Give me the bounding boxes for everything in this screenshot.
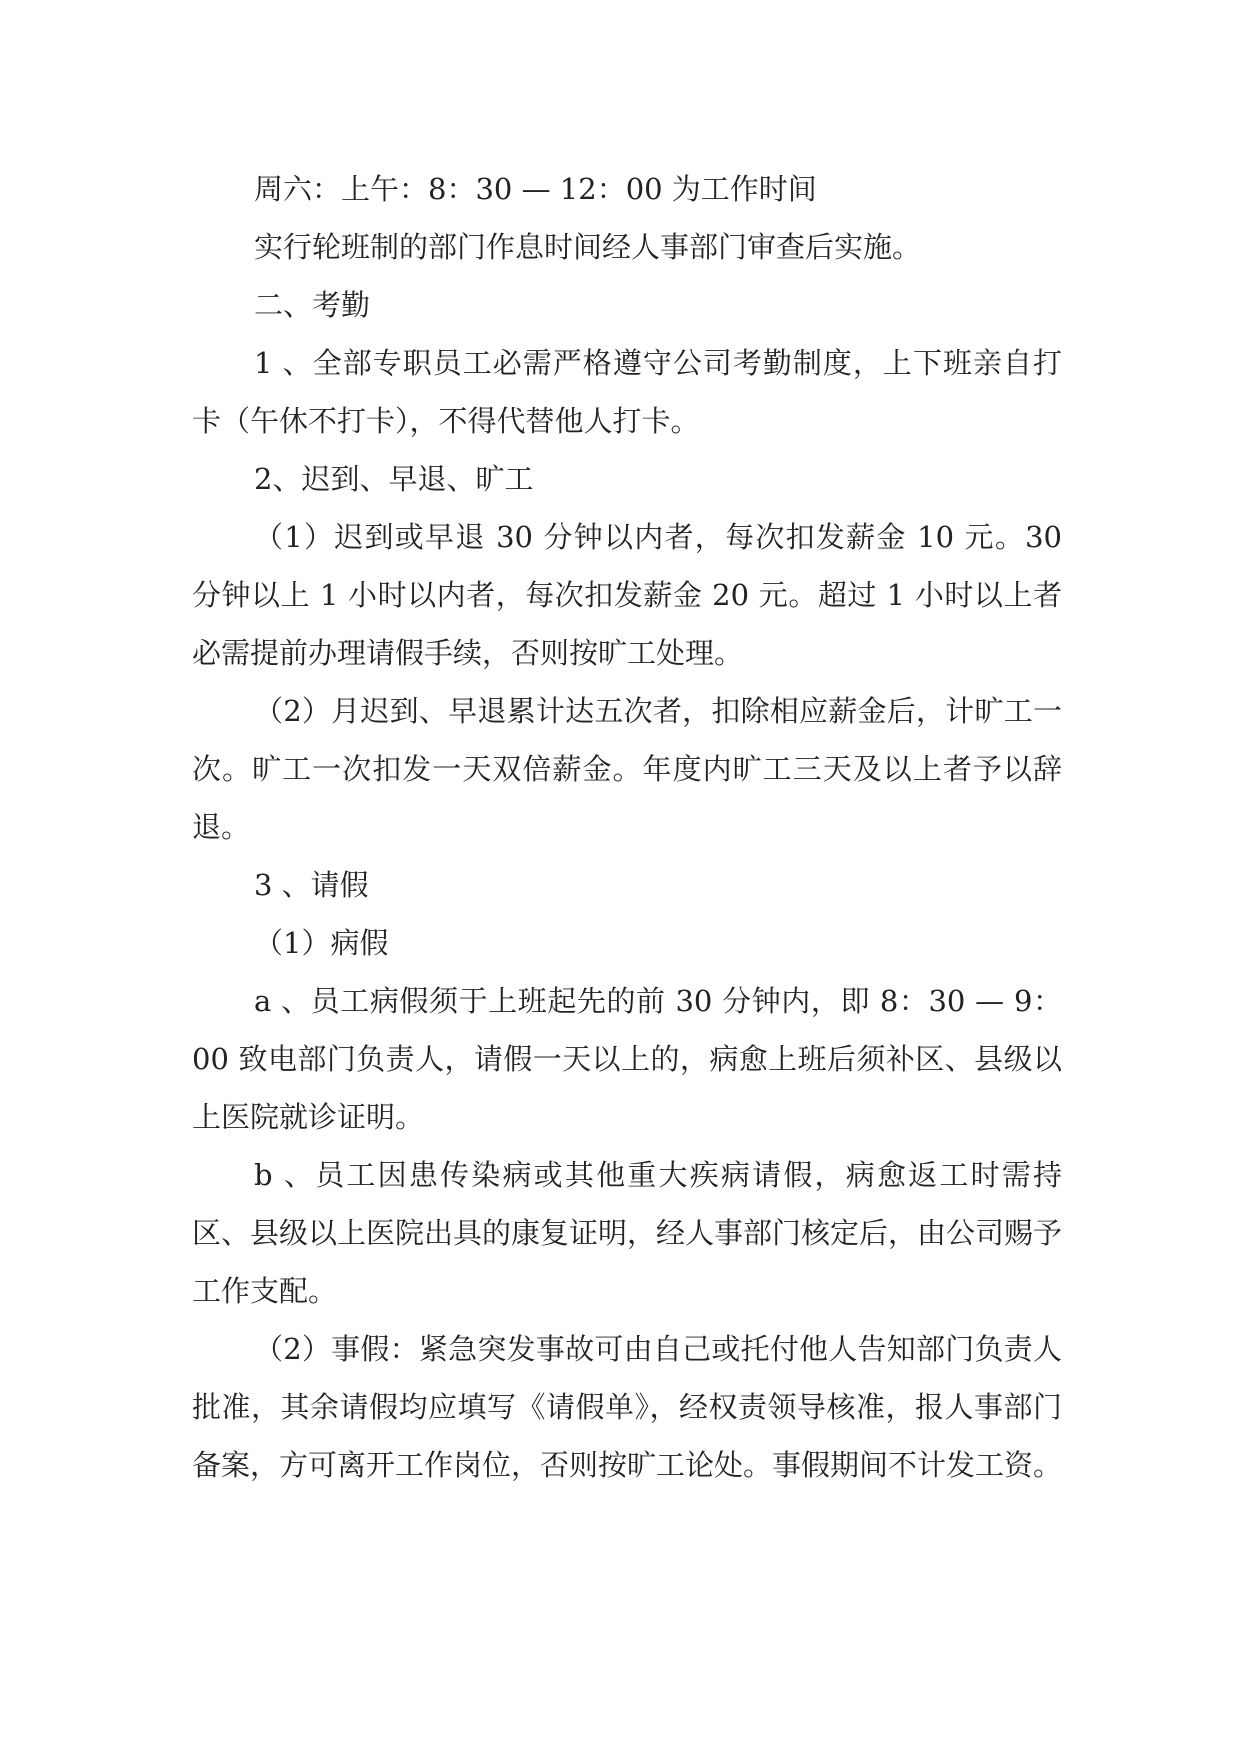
paragraph-monthly-late-rule: （2）月迟到、早退累计达五次者，扣除相应薪金后，计旷工一次。旷工一次扣发一天双倍薪金。年度内旷工三天及以上者予以辞退。 <box>192 694 1062 844</box>
paragraph-sick-leave-a: a 、员工病假须于上班起先的前 30 分钟内，即 8：30 — 9：00 致电部门负责人，请假一天以上的，病愈上班后须补区、县级以上医院就诊证明。 <box>192 984 1062 1134</box>
paragraph-saturday-hours: 周六：上午：8：30 — 12：00 为工作时间 <box>254 172 817 206</box>
subheading-sick-leave: （1）病假 <box>254 926 389 960</box>
section-heading-attendance: 二、考勤 <box>254 288 371 322</box>
paragraph-late-penalty: （1）迟到或早退 30 分钟以内者，每次扣发薪金 10 元。30 分钟以上 1 小时以内者，每次扣发薪金 20 元。超过 1 小时以上者必需提前办理请假手续，否则按旷工处理。 <box>192 520 1062 670</box>
subheading-leave: 3 、请假 <box>254 868 369 902</box>
paragraph-shift-schedule: 实行轮班制的部门作息时间经人事部门审查后实施。 <box>254 230 922 264</box>
document-body <box>192 160 1062 1494</box>
paragraph-sick-leave-b: b 、员工因患传染病或其他重大疾病请假，病愈返工时需持区、县级以上医院出具的康复证明，经人事部门核定后，由公司赐予工作支配。 <box>192 1158 1063 1308</box>
paragraph-personal-leave: （2）事假：紧急突发事故可由自己或托付他人告知部门负责人批准，其余请假均应填写《请假单》，经权责领导核准，报人事部门备案，方可离开工作岗位，否则按旷工论处。事假期间不计发工资。 <box>192 1332 1063 1482</box>
paragraph-clock-in-rule: 1 、全部专职员工必需严格遵守公司考勤制度，上下班亲自打卡（午休不打卡），不得代替他人打卡。 <box>192 346 1062 438</box>
subheading-late-early-absent: 2、迟到、早退、旷工 <box>254 462 534 496</box>
